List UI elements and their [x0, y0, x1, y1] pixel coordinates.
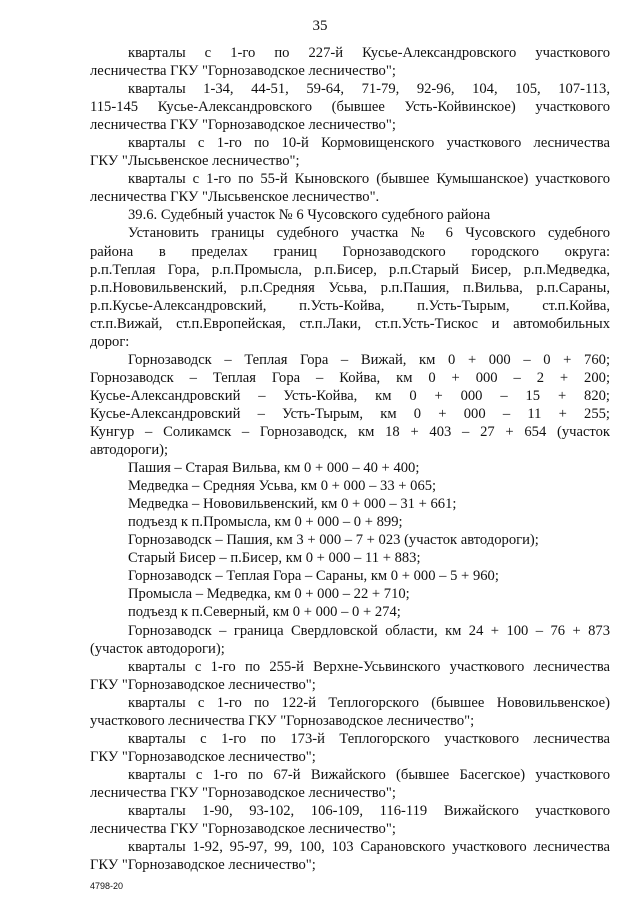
text-line: Промысла – Медведка, км 0 + 000 – 22 + 710;	[128, 586, 410, 603]
text-line: кварталы с 1-го по 55-й Кыновского (бывшее Кумышанское) участкового	[128, 171, 610, 188]
text-line: р.п.Нововильвенский, р.п.Средняя Усьва, р.п.Пашия, п.Вильва, р.п.Сараны,	[90, 279, 610, 296]
text-line: Медведка – Средняя Усьва, км 0 + 000 – 33 + 065;	[128, 478, 437, 495]
text-line: Горнозаводск – Теплая Гора – Сараны, км 0 + 000 – 5 + 960;	[128, 568, 499, 585]
text-line: Кунгур – Соликамск – Горнозаводск, км 18 + 403 – 27 + 654 (участок	[90, 423, 610, 440]
text-line: Установить границы судебного участка № 6 Чусовского судебного	[128, 225, 610, 242]
text-line: кварталы 1-90, 93-102, 106-109, 116-119 Вижайского участкового	[128, 802, 610, 819]
text-line: района в пределах границ Горнозаводского городского округа:	[90, 243, 610, 260]
text-line: лесничества ГКУ "Горнозаводское лесничество";	[90, 117, 396, 134]
text-line: Горнозаводск – Теплая Гора – Койва, км 0 + 000 – 2 + 200;	[90, 369, 610, 386]
text-line: дорог:	[90, 333, 130, 350]
text-line: 39.6. Судебный участок № 6 Чусовского судебного района	[128, 207, 491, 224]
text-line: кварталы с 1-го по 10-й Кормовищенского участкового лесничества	[128, 135, 610, 152]
text-line: ГКУ "Горнозаводское лесничество";	[90, 676, 316, 693]
text-line: автодороги);	[90, 442, 169, 459]
text-line: кварталы 1-34, 44-51, 59-64, 71-79, 92-96, 104, 105, 107-113,	[128, 81, 610, 98]
text-line: кварталы с 1-го по 173-й Теплогорского участкового лесничества	[128, 730, 610, 747]
text-line: кварталы с 1-го по 255-й Верхне-Усьвинского участкового лесничества	[128, 658, 610, 675]
text-line: Кусье-Александровский – Усть-Койва, км 0 + 000 – 15 + 820;	[90, 387, 610, 404]
text-line: лесничества ГКУ "Горнозаводское лесничество";	[90, 821, 396, 838]
text-line: ГКУ "Горнозаводское лесничество";	[90, 748, 316, 765]
text-line: Пашия – Старая Вильва, км 0 + 000 – 40 + 400;	[128, 460, 420, 477]
text-line: р.п.Теплая Гора, р.п.Промысла, р.п.Бисер, р.п.Старый Бисер, р.п.Медведка,	[90, 261, 610, 278]
text-line: р.п.Кусье-Александровский, п.Усть-Койва, п.Усть-Тырым, ст.п.Койва,	[90, 297, 610, 314]
text-line: ГКУ "Лысьвенское лесничество";	[90, 153, 300, 170]
text-line: Горнозаводск – граница Свердловской области, км 24 + 100 – 76 + 873	[128, 622, 610, 639]
text-line: Старый Бисер – п.Бисер, км 0 + 000 – 11 + 883;	[128, 550, 421, 567]
page-number: 35	[312, 18, 328, 34]
document-code: 4798-20	[90, 881, 124, 891]
text-line: кварталы с 1-го по 122-й Теплогорского (бывшее Нововильвенское)	[128, 694, 610, 711]
text-line: подъезд к п.Промысла, км 0 + 000 – 0 + 899;	[128, 514, 403, 531]
text-line: Медведка – Нововильвенский, км 0 + 000 – 31 + 661;	[128, 496, 457, 513]
text-line: лесничества ГКУ "Лысьвенское лесничество".	[90, 189, 380, 206]
text-line: Кусье-Александровский – Усть-Тырым, км 0 + 000 – 11 + 255;	[90, 405, 610, 422]
text-line: 115-145 Кусье-Александровского (бывшее Усть-Койвинское) участкового	[90, 99, 610, 116]
text-line: (участок автодороги);	[90, 640, 225, 657]
document-body	[90, 44, 610, 874]
text-line: кварталы с 1-го по 227-й Кусье-Александровского участкового	[128, 45, 610, 61]
text-line: ГКУ "Горнозаводское лесничество";	[90, 857, 316, 874]
text-line: Горнозаводск – Пашия, км 3 + 000 – 7 + 023 (участок автодороги);	[128, 532, 539, 549]
text-line: подъезд к п.Северный, км 0 + 000 – 0 + 274;	[128, 604, 401, 621]
text-line: участкового лесничества ГКУ "Горнозаводское лесничество";	[90, 712, 475, 729]
text-line: лесничества ГКУ "Горнозаводское лесничество";	[90, 784, 396, 801]
text-line: кварталы 1-92, 95-97, 99, 100, 103 Сарановского участкового лесничества	[128, 839, 610, 856]
text-line: Горнозаводск – Теплая Гора – Вижай, км 0 + 000 – 0 + 760;	[128, 351, 610, 368]
text-line: кварталы с 1-го по 67-й Вижайского (бывшее Басегское) участкового	[128, 766, 610, 783]
text-line: лесничества ГКУ "Горнозаводское лесничество";	[90, 63, 396, 80]
text-line: ст.п.Вижай, ст.п.Европейская, ст.п.Лаки, ст.п.Усть-Тискос и автомобильных	[90, 315, 610, 332]
